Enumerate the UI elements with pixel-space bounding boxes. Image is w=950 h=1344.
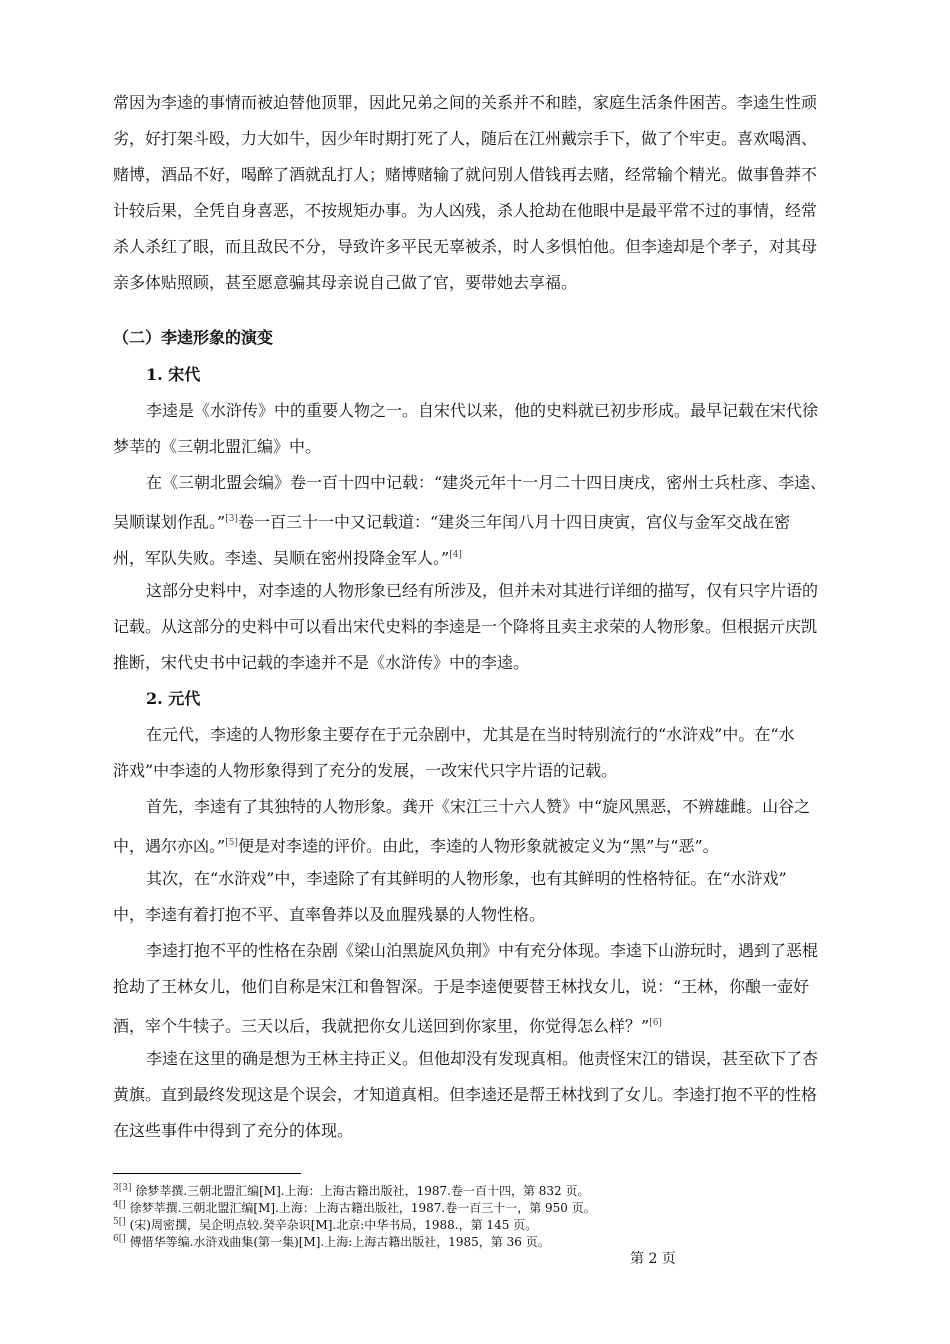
body-line: 梦莘的《三朝北盟汇编》中。 <box>113 437 322 456</box>
body-line <box>113 1013 858 1036</box>
footnote-mark: 6[] <box>113 1234 126 1244</box>
body-line: 亲多体贴照顾，甚至愿意骗其母亲说自己做了官，要带她去享福。 <box>113 273 578 292</box>
body-line: 李逵打抱不平的性格在杂剧《梁山泊黑旋风负荆》中有充分体现。李逵下山游玩时，遇到了恶棍 <box>146 941 819 960</box>
body-line <box>113 509 858 532</box>
body-text: 酒，宰个牛犊子。三天以后，我就把你女儿送回到你家里，你觉得怎么样？” <box>113 1016 650 1036</box>
subsection-heading: 2. 元代 <box>146 689 201 708</box>
footnote-text: (宋)周密撰，吴企明点较.癸辛杂识[M].北京:中华书局，1988.，第 145 页。 <box>129 1218 538 1232</box>
body-line: 赌博，酒品不好，喝醉了酒就乱打人；赌博赌输了就问别人借钱再去赌，经常输个精光。做事鲁莽不 <box>113 165 818 184</box>
body-line: 其次，在“水浒戏”中，李逵除了有其鲜明的人物形象，也有其鲜明的性格特征。在“水浒戏” <box>146 869 787 888</box>
citation-mark: [4] <box>449 550 462 560</box>
body-line: 计较后果，全凭自身喜恶，不按规矩办事。为人凶残，杀人抢劫在他眼中是最平常不过的事情，经常 <box>113 201 818 220</box>
footnote-mark: 4[] <box>113 1200 126 1210</box>
body-line: 黄旗。直到最终发现这是个误会，才知道真相。但李逵还是帮王林找到了女儿。李逵打抱不平的性格 <box>113 1085 818 1104</box>
footnote-text: 徐梦莘撰.三朝北盟汇编[M].上海：上海古籍出版社，1987.卷一百三十一，第 950 页。 <box>129 1201 596 1215</box>
body-line: 这部分史料中，对李逵的人物形象已经有所涉及，但并未对其进行详细的描写，仅有只字片语的 <box>146 581 819 600</box>
body-line: 浒戏”中李逵的人物形象得到了充分的发展，一改宋代只字片语的记载。 <box>113 761 618 780</box>
footnote-separator <box>113 1173 301 1174</box>
body-text: 卷一百三十一中又记载道：“建炎三年闰八月十四日庚寅，宫仪与金军交战在密 <box>237 512 791 532</box>
subsection-heading: 1. 宋代 <box>146 365 201 384</box>
body-line: 中，李逵有着打抱不平、直率鲁莽以及血腥残暴的人物性格。 <box>113 905 546 924</box>
footnote-text: 傅惜华等编.水浒戏曲集(第一集)[M].上海:上海古籍出版社，1985，第 36 页。 <box>129 1235 550 1249</box>
body-text: 中，遇尔亦凶。” <box>113 836 226 856</box>
body-line: 在《三朝北盟会编》卷一百十四中记载：“建炎元年十一月二十四日庚戌，密州士兵杜彦、李逵、 <box>146 473 827 492</box>
body-line: 常因为李逵的事情而被迫替他顶罪，因此兄弟之间的关系并不和睦，家庭生活条件困苦。李逵生性顽 <box>113 93 818 112</box>
citation-mark: [6] <box>649 1018 662 1028</box>
citation-mark: [3] <box>225 514 238 524</box>
footnote-text: 徐梦莘撰.三朝北盟汇编[M].上海：上海古籍出版社，1987.卷一百十四，第 832 页。 <box>135 1184 590 1198</box>
body-line: 杀人杀红了眼，而且敌民不分，导致许多平民无辜被杀，时人多惧怕他。但李逵却是个孝子，对其母 <box>113 237 818 256</box>
body-line <box>113 545 858 568</box>
body-line: 首先，李逵有了其独特的人物形象。龚开《宋江三十六人赞》中“旋风黑恶，不辨雄雌。山谷之 <box>146 797 811 816</box>
body-line <box>113 833 858 856</box>
body-text: 便是对李逵的评价。由此，李逵的人物形象就被定义为“黑”与“恶”。 <box>237 836 719 856</box>
footnote <box>113 1231 858 1250</box>
body-line: 李逵在这里的确是想为王林主持正义。但他却没有发现真相。他责怪宋江的错误，甚至砍下了杏 <box>146 1049 819 1068</box>
body-line: 推断，宋代史书中记载的李逵并不是《水浒传》中的李逵。 <box>113 653 530 672</box>
body-line: 劣，好打架斗殴，力大如牛，因少年时期打死了人，随后在江州戴宗手下，做了个牢吏。喜欢喝酒、 <box>113 129 818 148</box>
body-text: 吴顺谋划作乱。” <box>113 512 226 532</box>
citation-mark: [5] <box>225 838 238 848</box>
footnote-mark: 3[3] <box>113 1183 132 1193</box>
body-text: 州，军队失败。李逵、吴顺在密州投降金军人。” <box>113 548 450 568</box>
page-number: 第 2 页 <box>630 1251 676 1267</box>
body-line: 李逵是《水浒传》中的重要人物之一。自宋代以来，他的史料就已初步形成。最早记载在宋代徐 <box>146 401 819 420</box>
footnote-mark: 5[] <box>113 1217 126 1227</box>
body-line: 在这些事件中得到了充分的体现。 <box>113 1121 354 1140</box>
body-line: 在元代，李逵的人物形象主要存在于元杂剧中，尤其是在当时特别流行的“水浒戏”中。在“水 <box>146 725 795 744</box>
section-heading: （二）李逵形象的演变 <box>113 328 274 347</box>
body-line: 记载。从这部分的史料中可以看出宋代史料的李逵是一个降将且卖主求荣的人物形象。但根据亓庆凯 <box>113 617 818 636</box>
body-line: 抢劫了王林女儿，他们自称是宋江和鲁智深。于是李逵便要替王林找女儿，说：“王林，你酿一壶好 <box>113 977 810 996</box>
